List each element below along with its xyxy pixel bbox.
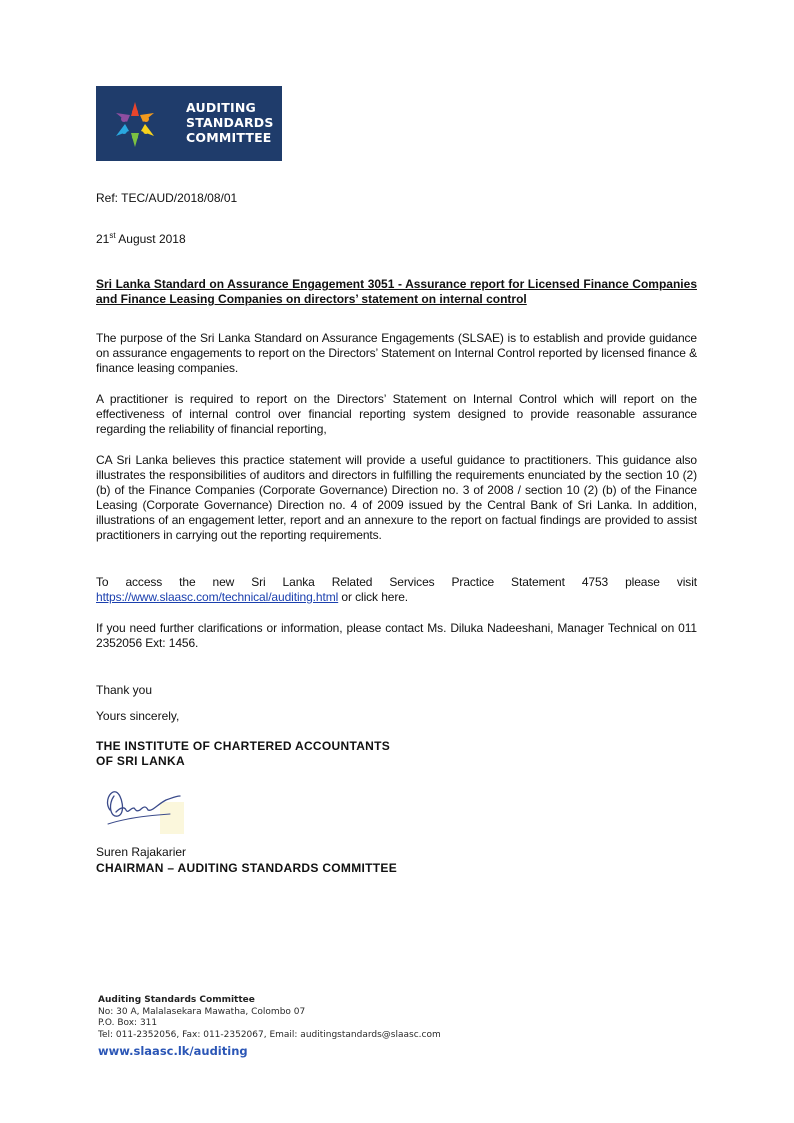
signer-name: Suren Rajakarier [96, 845, 187, 859]
star-logo-icon [106, 96, 164, 152]
institute-name-line-2: OF SRI LANKA [96, 754, 185, 768]
signer-title: CHAIRMAN – AUDITING STANDARDS COMMITTEE [96, 861, 398, 875]
footer-pobox: P.O. Box: 311 [98, 1018, 158, 1028]
date-day: 21 [96, 232, 110, 246]
footer-address: No: 30 A, Malalasekara Mawatha, Colombo 07 [98, 1006, 306, 1017]
reference-number: Ref: TEC/AUD/2018/08/01 [96, 191, 238, 205]
footer-contact: Tel: 011-2352056, Fax: 011-2352067, Email: auditingstandards@slaasc.com [98, 1029, 441, 1040]
logo-line-1: AUDITING [186, 100, 256, 115]
letter-date [96, 231, 697, 246]
access-text: To access the new Sri Lanka Related Services Practice Statement 4753 please visit [96, 575, 697, 589]
paragraph-access [96, 575, 697, 605]
thank-you: Thank you [96, 683, 153, 697]
letter-footer [98, 995, 441, 1058]
institute-name-line-1: THE INSTITUTE OF CHARTERED ACCOUNTANTS [96, 739, 391, 753]
paragraph-guidance: CA Sri Lanka believes this practice statement will provide a useful guidance to practitioners. This guidance also illustrates the responsibilities of auditors and directors in fulfilling the requirements enunciated by the section 10 (2) (b) of the Finance Companies (Corporate Governance) Direction no. 3 of 2008 / section 10 (2) (b) of the Finance Leasing (Corporate Governance) Direction no. 4 of 2009 issued by the Central Bank of Sri Lanka. In addition, illustrations of an engagement letter, report and an annexure to the report on factual findings are provided to assist practitioners in carrying out the reporting requirements. [96, 453, 697, 542]
logo-line-3: COMMITTEE [186, 130, 272, 145]
paragraph-contact: If you need further clarifications or information, please contact Ms. Diluka Nadeeshani, Manager Technical on 011 2352056 Ext: 1456. [96, 621, 697, 650]
subject-heading: Sri Lanka Standard on Assurance Engagement 3051 - Assurance report for Licensed Finance Companies and Finance Leasing Companies on directors’ statement on internal control [96, 277, 697, 306]
footer-website[interactable]: www.slaasc.lk/auditing [98, 1044, 248, 1058]
institute-name [96, 739, 697, 769]
access-text-end: or click here. [338, 590, 409, 604]
paragraph-purpose: The purpose of the Sri Lanka Standard on Assurance Engagements (SLSAE) is to establish and provide guidance on assurance engagements to report on the Directors’ Statement on Internal Control reported by licensed finance & finance leasing companies. [96, 331, 697, 375]
logo-wordmark [186, 100, 274, 145]
committee-logo [96, 86, 282, 161]
signature-image [100, 782, 184, 834]
footer-committee-name: Auditing Standards Committee [98, 995, 255, 1005]
auditing-page-link[interactable]: https://www.slaasc.com/technical/auditing.html [96, 590, 339, 604]
paragraph-requirement: A practitioner is required to report on the Directors’ Statement on Internal Control which will report on the effectiveness of internal control over financial reporting system designed to provide reasonable assurance regarding the reliability of financial reporting, [96, 392, 697, 436]
yours-sincerely: Yours sincerely, [96, 709, 180, 723]
logo-line-2: STANDARDS [186, 115, 274, 130]
date-rest: August 2018 [115, 232, 186, 246]
date-suffix: st [109, 231, 116, 240]
